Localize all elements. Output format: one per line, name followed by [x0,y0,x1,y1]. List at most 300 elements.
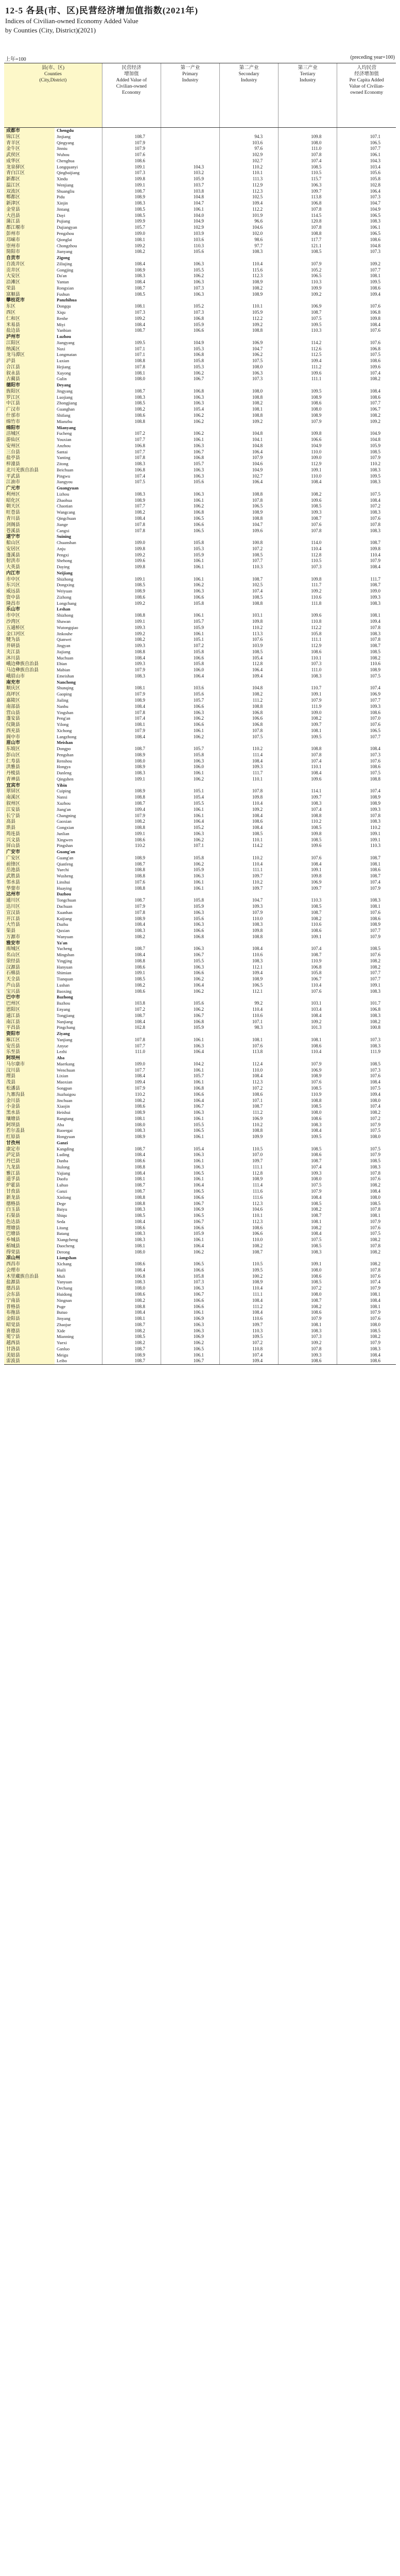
table-row [4,455,396,461]
primary-cell: 106.2 [161,716,219,722]
primary-cell: 106.4 [161,982,219,989]
secondary-cell: 110.4 [220,1007,279,1013]
region-name-en: Luhuo [57,1182,68,1188]
table-row [4,588,396,595]
table-row [4,328,396,334]
primary-cell: 106.6 [161,1298,219,1304]
region-name-cn: 龙马潭区 [4,352,55,358]
region-name-en: Qionglai [57,236,72,242]
region-name-cn: 丹棱县 [4,770,55,776]
region-name-cn: 石渠县 [4,1213,55,1219]
table-row [4,625,396,631]
region-name-en: Meishan [57,740,73,745]
region-name-en: Butuo [57,1310,67,1315]
table-row [4,1171,396,1177]
secondary-cell: 108.2 [220,400,279,406]
secondary-cell: 108.1 [220,406,279,413]
per-capita-cell: 108.4 [337,1352,396,1359]
added-value-cell: 108.7 [102,1322,161,1328]
per-capita-cell: 107.8 [337,625,396,631]
region-name-en: Lizhou [57,491,69,497]
region-name-cn: 石棉县 [4,970,55,976]
per-capita-cell: 109.2 [337,419,396,425]
region-name-cn: 翠屏区 [4,788,55,794]
region-name-cn: 简阳市 [4,249,55,255]
added-value-cell: 108.1 [102,1176,161,1182]
region-name-cn: 会理市 [4,1267,55,1274]
primary-cell: 106.1 [161,879,219,886]
region-name-en: Xuanhan [57,909,73,915]
table-row [4,910,396,916]
per-capita-cell: 108.0 [337,1134,396,1140]
tertiary-cell: 108.3 [279,673,337,680]
tertiary-cell: 107.5 [279,1182,337,1189]
added-value-cell [102,740,161,746]
added-value-cell: 108.3 [102,273,161,279]
table-row [4,788,396,794]
tertiary-cell: 109.8 [279,431,337,437]
table-group-row [4,849,396,855]
tertiary-cell: 107.4 [279,946,337,952]
table-row [4,1358,396,1364]
tertiary-cell: 106.3 [279,182,337,189]
region-name-en: Longmatan [57,352,77,358]
table-row [4,655,396,662]
region-name-cn: 恩阳区 [4,1007,55,1013]
region-name-cn: 北川羌族自治县 [4,467,55,473]
tertiary-cell: 108.9 [279,1073,337,1079]
secondary-cell: 97.7 [220,243,279,249]
primary-cell: 105.6 [161,249,219,255]
region-name-cn: 岳池县 [4,867,55,873]
table-row [4,770,396,776]
region-name-cn: 小金县 [4,1104,55,1110]
tertiary-cell: 109.3 [279,1171,337,1177]
tertiary-cell: 103.4 [279,1007,337,1013]
per-capita-cell: 109.8 [337,316,396,322]
secondary-cell: 112.3 [220,273,279,279]
per-capita-cell: 108.1 [337,904,396,910]
added-value-cell: 108.9 [102,752,161,758]
region-name-en: Zhongjiang [57,400,77,406]
per-capita-cell: 106.5 [337,728,396,734]
tertiary-cell: 106.9 [279,1067,337,1074]
per-capita-cell: 105.8 [337,176,396,182]
table-group-row [4,382,396,388]
table-row [4,516,396,522]
tertiary-cell: 109.6 [279,498,337,504]
table-row [4,443,396,449]
per-capita-cell: 108.6 [337,764,396,770]
secondary-cell: 112.8 [220,661,279,667]
primary-cell: 106.2 [161,503,219,510]
region-name-cn: 德阳市 [4,382,55,388]
added-value-cell: 108.7 [102,1358,161,1364]
region-name-cn: 理县 [4,1073,55,1079]
region-name-en: Jiangyou [57,479,73,485]
secondary-cell: 106.8 [220,710,279,716]
region-name-en: Fushun [57,291,70,297]
table-group-row [4,1255,396,1261]
added-value-cell: 109.4 [102,807,161,813]
region-name-en: Aba [57,1055,65,1061]
tertiary-cell: 107.9 [279,1061,337,1067]
per-capita-cell: 107.8 [337,1267,396,1274]
primary-cell: 106.5 [161,1171,219,1177]
tertiary-cell: 106.7 [279,976,337,982]
region-name-en: Aba [57,1122,64,1127]
tertiary-cell: 108.1 [279,1322,337,1328]
secondary-cell [220,297,279,303]
added-value-cell: 108.6 [102,1261,161,1267]
region-name-en: Guanghan [57,406,75,412]
primary-cell: 106.3 [161,261,219,267]
tertiary-cell: 106.5 [279,273,337,279]
secondary-cell: 104.8 [220,443,279,449]
secondary-cell: 108.8 [220,328,279,334]
tertiary-cell: 109.6 [279,370,337,377]
region-name-cn: 剑阁县 [4,522,55,528]
primary-cell: 105.7 [161,746,219,752]
secondary-cell: 103.1 [220,613,279,619]
region-name-en: Deyang [57,382,71,388]
table-row [4,643,396,649]
per-capita-cell: 107.4 [337,879,396,886]
tertiary-cell: 110.0 [279,449,337,455]
table-row [4,1098,396,1104]
table-row [4,467,396,473]
region-name-cn: 雨城区 [4,946,55,952]
table-row [4,503,396,510]
secondary-cell: 110.2 [220,879,279,886]
region-name-en: Gaoxian [57,819,72,824]
per-capita-cell: 106.5 [337,140,396,146]
secondary-cell: 110.8 [220,1346,279,1352]
region-name-en: Dazhu [57,922,68,927]
table-row [4,861,396,868]
tertiary-cell [279,128,337,134]
table-row [4,364,396,370]
tertiary-cell: 108.4 [279,1128,337,1134]
tertiary-cell: 107.9 [279,1316,337,1322]
added-value-cell: 108.2 [102,819,161,825]
per-capita-cell: 108.4 [337,388,396,395]
tertiary-cell: 108.3 [279,801,337,807]
primary-cell: 106.2 [161,582,219,588]
table-row [4,1182,396,1189]
added-value-cell: 108.7 [102,1189,161,1195]
secondary-cell: 114.2 [220,843,279,849]
region-name-cn: 西区 [4,310,55,316]
per-capita-cell: 107.0 [337,716,396,722]
region-name-en: Yingshan [57,709,74,715]
primary-cell [161,740,219,746]
per-capita-cell: 107.5 [337,1086,396,1092]
region-name-en: Batang [57,1231,69,1236]
per-capita-cell [337,297,396,303]
primary-cell: 105.8 [161,661,219,667]
added-value-cell: 107.9 [102,904,161,910]
per-capita-cell [337,570,396,577]
tertiary-cell: 106.8 [279,964,337,971]
primary-cell: 105.5 [161,1122,219,1128]
region-name-cn: 喜德县 [4,1328,55,1334]
per-capita-cell: 107.9 [337,1340,396,1346]
secondary-cell [220,382,279,388]
primary-cell [161,134,219,140]
tertiary-cell [279,1031,337,1037]
per-capita-cell: 108.6 [337,916,396,922]
table-row [4,934,396,940]
region-name-cn: 宣汉县 [4,910,55,916]
added-value-cell: 108.4 [102,704,161,710]
table-row [4,989,396,995]
region-name-cn: 武侯区 [4,152,55,158]
tertiary-cell: 109.3 [279,1352,337,1359]
region-name-cn: 巴中市 [4,994,55,1001]
secondary-cell: 108.7 [220,1249,279,1256]
primary-cell: 106.3 [161,588,219,595]
primary-cell: 106.1 [161,613,219,619]
secondary-cell: 108.3 [220,922,279,928]
region-name-cn: 凉山州 [4,1255,55,1261]
per-capita-cell: 107.6 [337,952,396,958]
secondary-cell: 110.3 [220,564,279,570]
table-row [4,897,396,904]
table-row [4,1285,396,1292]
added-value-cell: 108.6 [102,158,161,164]
secondary-cell: 107.9 [220,910,279,916]
region-name-en: Jiange [57,521,68,527]
added-value-cell: 108.7 [102,328,161,334]
tertiary-cell: 114.1 [279,788,337,794]
primary-cell: 105.3 [161,364,219,370]
tertiary-cell: 108.6 [279,928,337,934]
region-name-en: Renshou [57,758,72,764]
region-name-cn: 安居区 [4,546,55,552]
region-name-en: Jinyang [57,1316,71,1321]
region-name-en: Heishui [57,1110,71,1115]
secondary-cell: 113.3 [220,631,279,637]
region-name-en: Ziyang [57,1031,70,1037]
per-capita-cell: 108.6 [337,358,396,364]
region-name-en: Puge [57,1303,66,1309]
secondary-cell: 111.2 [220,698,279,704]
tertiary-cell: 109.8 [279,577,337,583]
region-name-cn: 攀枝花市 [4,297,55,303]
tertiary-cell: 109.7 [279,189,337,195]
secondary-cell: 107.8 [220,728,279,734]
tertiary-cell [279,534,337,540]
region-name-en: Jianyang [57,249,73,255]
secondary-cell: 110.3 [220,1328,279,1334]
per-capita-cell: 107.4 [337,370,396,377]
added-value-cell: 108.3 [102,395,161,401]
region-name-cn: 温江区 [4,182,55,189]
data-table [4,63,396,1365]
table-row [4,582,396,588]
region-name-en: Anzhou [57,443,71,448]
added-value-cell: 107.7 [102,1067,161,1074]
per-capita-cell: 108.7 [337,540,396,546]
table-row [4,886,396,892]
table-row [4,340,396,346]
region-name-cn: 什邡市 [4,413,55,419]
primary-cell [161,680,219,686]
added-value-cell: 105.7 [102,225,161,231]
table-row [4,1201,396,1207]
primary-cell: 106.4 [161,1098,219,1104]
per-capita-cell [337,1255,396,1261]
per-capita-cell: 107.3 [337,752,396,758]
region-name-en: Tongjiang [57,1012,75,1018]
per-capita-cell: 108.3 [337,819,396,825]
per-capita-cell: 108.0 [337,1098,396,1104]
secondary-cell: 106.2 [220,352,279,358]
per-capita-cell: 107.8 [337,1207,396,1213]
primary-cell: 105.5 [161,958,219,964]
primary-cell: 106.6 [161,328,219,334]
table-row [4,982,396,989]
table-row [4,358,396,364]
secondary-cell: 111.2 [220,1110,279,1116]
region-name-cn: 仁寿县 [4,758,55,765]
table-row [4,728,396,734]
primary-cell: 106.2 [161,419,219,425]
secondary-cell: 106.3 [220,370,279,377]
per-capita-cell: 106.7 [337,406,396,413]
tertiary-cell [279,334,337,340]
table-row [4,1334,396,1340]
table-row [4,437,396,443]
region-name-en: Dongxing [57,582,75,588]
table-group-row [4,740,396,746]
table-row [4,904,396,910]
added-value-cell: 107.7 [102,1043,161,1049]
per-capita-cell [337,128,396,134]
primary-cell: 105.4 [161,794,219,801]
secondary-cell: 108.4 [220,1298,279,1304]
region-name-en: Yilong [57,722,69,727]
primary-cell: 105.2 [161,303,219,310]
region-name-en: Wenchuan [57,1067,75,1073]
table-row [4,431,396,437]
secondary-cell: 111.2 [220,1304,279,1310]
per-capita-cell: 109.0 [337,588,396,595]
region-name-en: Maoxian [57,1079,73,1085]
table-row [4,170,396,176]
secondary-cell: 107.0 [220,1152,279,1158]
added-value-cell: 107.9 [102,813,161,819]
table-row [4,395,396,401]
added-value-cell: 108.3 [102,1237,161,1243]
per-capita-cell: 107.7 [337,976,396,982]
primary-cell: 106.2 [161,837,219,843]
region-name-en: Ya'an [57,940,67,945]
table-row [4,831,396,837]
per-capita-cell: 108.5 [337,649,396,655]
secondary-cell: 106.5 [220,503,279,510]
added-value-cell: 108.8 [102,613,161,619]
tertiary-cell: 109.2 [279,292,337,298]
secondary-cell: 110.6 [220,1013,279,1019]
added-value-cell: 109.8 [102,546,161,552]
primary-cell [161,425,219,431]
unit-note: (preceding year=100) [350,55,395,60]
per-capita-cell: 108.5 [337,946,396,952]
secondary-cell: 109.7 [220,873,279,879]
tertiary-cell: 108.6 [279,1152,337,1158]
added-value-cell: 109.0 [102,540,161,546]
added-value-cell: 108.9 [102,788,161,794]
per-capita-cell: 108.6 [337,395,396,401]
secondary-cell: 108.8 [220,516,279,522]
region-name-en: Maerkang [57,1061,75,1066]
per-capita-cell: 109.1 [337,982,396,989]
region-name-cn: 叙永县 [4,370,55,377]
secondary-cell: 110.1 [220,170,279,176]
secondary-cell: 109.8 [220,794,279,801]
secondary-cell: 104.1 [220,437,279,443]
secondary-cell: 108.2 [220,285,279,292]
primary-cell: 104.2 [161,1061,219,1067]
per-capita-cell: 108.6 [337,1358,396,1364]
primary-cell: 105.8 [161,601,219,607]
table-group-row [4,1055,396,1061]
region-name-en: Jingyang [57,388,73,394]
table-row [4,964,396,971]
tertiary-cell: 105.2 [279,267,337,274]
added-value-cell: 109.5 [102,340,161,346]
region-name-cn: 长宁县 [4,813,55,819]
region-name-cn: 罗江区 [4,395,55,401]
tertiary-cell: 108.1 [279,728,337,734]
secondary-cell: 107.4 [220,1352,279,1359]
tertiary-cell: 109.0 [279,710,337,716]
added-value-cell: 108.9 [102,764,161,770]
added-value-cell: 108.2 [102,637,161,643]
secondary-cell: 111.1 [220,867,279,873]
secondary-cell: 108.3 [220,958,279,964]
per-capita-cell: 108.6 [337,237,396,243]
added-value-cell: 108.9 [102,1110,161,1116]
table-row [4,200,396,207]
secondary-cell: 104.8 [220,431,279,437]
added-value-cell: 108.6 [102,1225,161,1231]
added-value-cell: 108.4 [102,1019,161,1025]
primary-cell: 106.7 [161,1013,219,1019]
per-capita-cell: 107.7 [337,928,396,934]
primary-cell: 105.1 [161,637,219,643]
primary-cell: 106.6 [161,1267,219,1274]
tertiary-cell: 107.3 [279,1334,337,1340]
primary-cell: 105.8 [161,1274,219,1280]
table-row [4,1352,396,1359]
table-row [4,182,396,189]
secondary-cell: 107.2 [220,546,279,552]
per-capita-cell: 107.6 [337,516,396,522]
added-value-cell: 108.5 [102,1334,161,1340]
tertiary-cell: 108.4 [279,861,337,868]
region-name-en: Muli [57,1273,65,1279]
region-name-en: Hongya [57,764,71,770]
tertiary-cell: 108.5 [279,904,337,910]
table-row [4,225,396,231]
per-capita-cell: 107.7 [337,970,396,976]
region-name-cn: 嘉陵区 [4,698,55,704]
region-name-en: Daofu [57,1176,68,1182]
region-name-en: Quxian [57,928,70,934]
